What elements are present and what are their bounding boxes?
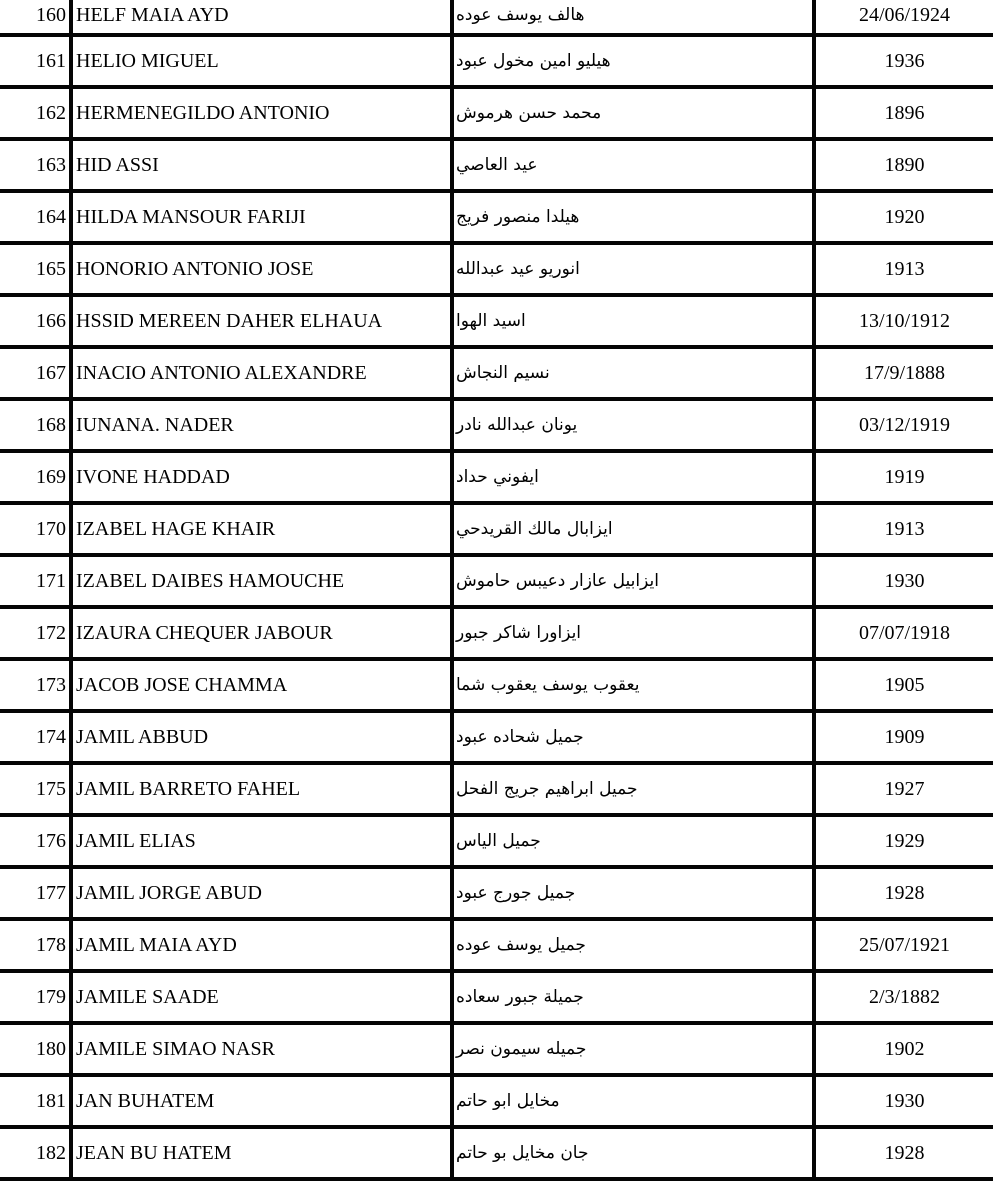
row-number-cell: 160 [36,4,66,26]
table-row [0,89,993,141]
name-latin-cell: HSSID MEREEN DAHER ELHAUA [69,297,450,345]
table-row [0,193,993,245]
birth-date-cell: 17/9/1888 [812,349,993,397]
name-latin-cell: JAMIL BARRETO FAHEL [69,765,450,813]
name-arabic-cell: جميل الياس [450,817,812,865]
name-latin-cell: HELIO MIGUEL [69,37,450,85]
name-arabic-cell: يونان عبدالله نادر [450,401,812,449]
name-latin-cell: JACOB JOSE CHAMMA [69,661,450,709]
row-number-cell: 171 [36,570,66,592]
birth-date-cell: 1919 [812,453,993,501]
name-latin-cell: IVONE HADDAD [69,453,450,501]
birth-date-cell: 1928 [812,1129,993,1177]
birth-date-cell: 03/12/1919 [812,401,993,449]
row-number-cell: 165 [36,258,66,280]
row-number-cell: 182 [36,1142,66,1164]
row-number-cell: 173 [36,674,66,696]
name-arabic-cell: عيد العاصي [450,141,812,189]
name-arabic-cell: نسيم النجاش [450,349,812,397]
name-latin-cell: IUNANA. NADER [69,401,450,449]
name-latin-cell: INACIO ANTONIO ALEXANDRE [69,349,450,397]
table-row [0,1077,993,1129]
table-row [0,869,993,921]
row-number-cell: 162 [36,102,66,124]
name-arabic-cell: جميله سيمون نصر [450,1025,812,1073]
table-row [0,1025,993,1077]
table-row [0,973,993,1025]
row-number-cell: 180 [36,1038,66,1060]
birth-date-cell: 13/10/1912 [812,297,993,345]
name-latin-cell: HERMENEGILDO ANTONIO [69,89,450,137]
row-number-cell: 179 [36,986,66,1008]
birth-date-cell: 1909 [812,713,993,761]
birth-date-cell: 1929 [812,817,993,865]
table-row [0,557,993,609]
name-latin-cell: IZAURA CHEQUER JABOUR [69,609,450,657]
name-latin-cell: HELF MAIA AYD [69,0,450,33]
table-row [0,0,993,37]
name-arabic-cell: انوريو عيد عبدالله [450,245,812,293]
birth-date-cell: 1890 [812,141,993,189]
row-number-cell: 177 [36,882,66,904]
name-latin-cell: JAN BUHATEM [69,1077,450,1125]
birth-date-cell: 1902 [812,1025,993,1073]
table-row [0,141,993,193]
name-arabic-cell: ايزابيل عازار دعيبس حاموش [450,557,812,605]
name-arabic-cell: اسيد الهوا [450,297,812,345]
birth-date-cell: 1905 [812,661,993,709]
name-arabic-cell: هيليو امين مخول عبود [450,37,812,85]
table-row [0,921,993,973]
birth-date-cell: 1927 [812,765,993,813]
table-row [0,349,993,401]
name-arabic-cell: جميلة جبور سعاده [450,973,812,1021]
row-number-cell: 164 [36,206,66,228]
birth-date-cell: 1913 [812,245,993,293]
table-row [0,37,993,89]
row-number-cell: 176 [36,830,66,852]
birth-date-cell: 1936 [812,37,993,85]
name-latin-cell: JAMIL MAIA AYD [69,921,450,969]
table-row [0,765,993,817]
row-number-cell: 181 [36,1090,66,1112]
row-number-cell: 178 [36,934,66,956]
table-row [0,661,993,713]
row-number-cell: 166 [36,310,66,332]
table-row [0,713,993,765]
table-row [0,297,993,349]
birth-date-cell: 1920 [812,193,993,241]
table-row [0,453,993,505]
name-latin-cell: HILDA MANSOUR FARIJI [69,193,450,241]
name-arabic-cell: جميل ابراهيم جريج الفحل [450,765,812,813]
name-arabic-cell: جميل شحاده عبود [450,713,812,761]
birth-date-cell: 1930 [812,557,993,605]
birth-date-cell: 24/06/1924 [812,0,993,33]
name-latin-cell: HONORIO ANTONIO JOSE [69,245,450,293]
name-latin-cell: HID ASSI [69,141,450,189]
birth-date-cell: 1928 [812,869,993,917]
name-latin-cell: JAMILE SAADE [69,973,450,1021]
birth-date-cell: 1930 [812,1077,993,1125]
name-arabic-cell: ايزاورا شاكر جبور [450,609,812,657]
name-latin-cell: JAMIL ELIAS [69,817,450,865]
name-arabic-cell: جميل جورج عبود [450,869,812,917]
name-arabic-cell: مخايل ابو حاتم [450,1077,812,1125]
row-number-cell: 170 [36,518,66,540]
name-arabic-cell: هالف يوسف عوده [450,0,812,33]
name-latin-cell: JAMIL JORGE ABUD [69,869,450,917]
table-row [0,505,993,557]
birth-date-cell: 07/07/1918 [812,609,993,657]
row-number-cell: 169 [36,466,66,488]
row-number-cell: 174 [36,726,66,748]
name-arabic-cell: ايفوني حداد [450,453,812,501]
birth-date-cell: 25/07/1921 [812,921,993,969]
name-arabic-cell: محمد حسن هرموش [450,89,812,137]
name-latin-cell: JEAN BU HATEM [69,1129,450,1177]
row-number-cell: 168 [36,414,66,436]
row-number-cell: 167 [36,362,66,384]
row-number-cell: 175 [36,778,66,800]
row-number-cell: 161 [36,50,66,72]
name-arabic-cell: جان مخايل بو حاتم [450,1129,812,1177]
table-row [0,1129,993,1181]
table-row [0,609,993,661]
name-latin-cell: IZABEL DAIBES HAMOUCHE [69,557,450,605]
table-row [0,245,993,297]
row-number-cell: 163 [36,154,66,176]
name-latin-cell: JAMIL ABBUD [69,713,450,761]
birth-date-cell: 1913 [812,505,993,553]
name-arabic-cell: هيلدا منصور فريج [450,193,812,241]
birth-date-cell: 2/3/1882 [812,973,993,1021]
name-arabic-cell: يعقوب يوسف يعقوب شما [450,661,812,709]
row-number-cell: 172 [36,622,66,644]
name-arabic-cell: ايزابال مالك القريدحي [450,505,812,553]
name-arabic-cell: جميل يوسف عوده [450,921,812,969]
name-latin-cell: JAMILE SIMAO NASR [69,1025,450,1073]
name-latin-cell: IZABEL HAGE KHAIR [69,505,450,553]
table-row [0,817,993,869]
birth-date-cell: 1896 [812,89,993,137]
table-row [0,401,993,453]
